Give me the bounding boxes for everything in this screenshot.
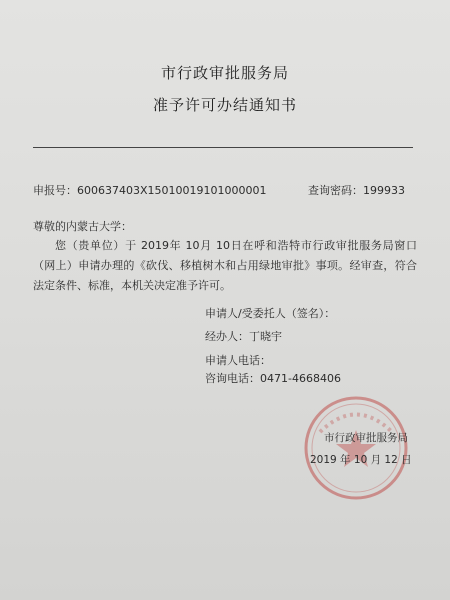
applicant-signature-label: 申请人/受委托人（签名）： — [205, 307, 336, 320]
greeting: 尊敬的内蒙古大学： — [33, 220, 132, 233]
header-divider — [33, 147, 413, 148]
handler-name: 经办人：丁晓宇 — [205, 330, 282, 343]
consult-phone: 咨询电话：0471-4668406 — [205, 372, 341, 385]
document-subtitle: 准予许可办结通知书 — [152, 96, 297, 114]
notice-paragraph: 您（贵单位）于 2019年 10月 10日在呼和浩特市行政审批服务局窗口（网上）申请办理的《砍伐、移植树木和占用绿地审批》事项。经审查，符合法定条件、标准，本机关决定准予许可。 — [33, 239, 417, 292]
query-code: 查询密码：199933 — [308, 184, 405, 197]
issuing-authority: 市行政审批服务局 — [324, 432, 408, 444]
applicant-phone-label: 申请人电话： — [205, 354, 271, 367]
application-number: 申报号：600637403X15010019101000001 — [33, 184, 267, 197]
issue-date: 2019 年 10 月 12 日 — [310, 454, 412, 466]
official-seal-icon — [300, 392, 412, 504]
document-title: 市行政审批服务局 — [160, 64, 289, 82]
